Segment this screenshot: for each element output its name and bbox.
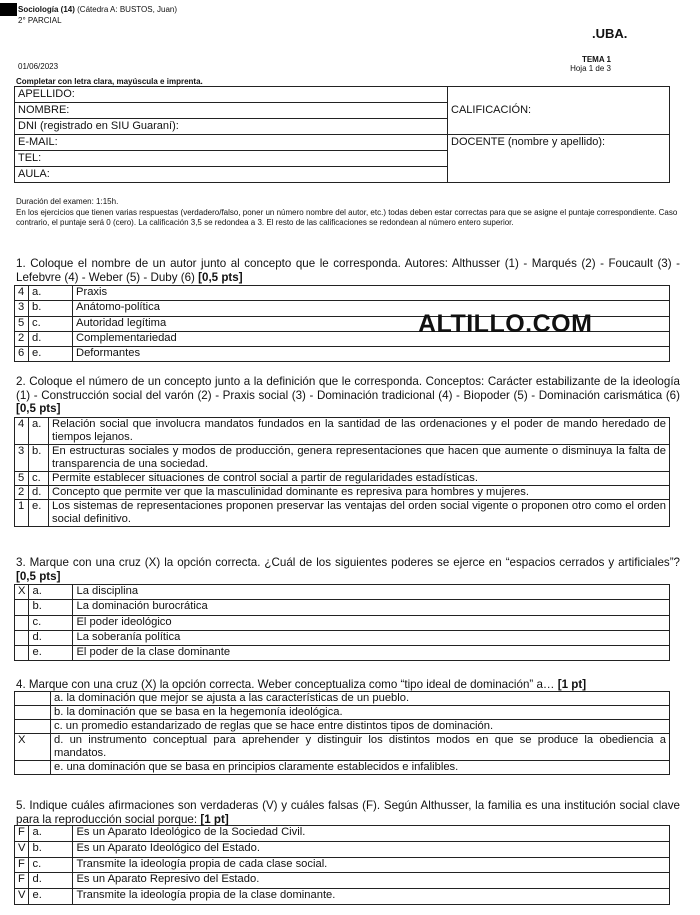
answer-cell[interactable]: 2 [15, 486, 29, 500]
option-letter: e. [29, 347, 73, 362]
answer-cell[interactable]: F [15, 857, 29, 873]
table-row [15, 826, 670, 842]
field-apellido[interactable]: APELLIDO: [15, 87, 448, 103]
answer-cell[interactable] [15, 615, 29, 630]
question-5 [16, 799, 680, 826]
table-row [15, 486, 670, 500]
table-row [15, 646, 670, 661]
watermark: ALTILLO.COM [418, 310, 593, 338]
student-info-table [14, 86, 670, 183]
q4-table [14, 691, 670, 775]
table-row [15, 472, 670, 486]
option-text: Es un Aparato Ideológico del Estado. [73, 841, 670, 857]
option-letter: b. [29, 841, 73, 857]
field-tel[interactable]: TEL: [15, 151, 448, 167]
answer-cell[interactable]: X [15, 734, 51, 761]
option-text: La dominación burocrática [73, 600, 670, 615]
answer-cell[interactable] [15, 630, 29, 645]
table-row [15, 585, 670, 600]
answer-cell[interactable] [15, 706, 51, 720]
option-text: Autoridad legítima [73, 316, 670, 331]
answer-cell[interactable] [15, 692, 51, 706]
option-text: Complementariedad [73, 331, 670, 346]
answer-cell[interactable] [15, 600, 29, 615]
table-row [15, 286, 670, 301]
option-letter: c. [29, 316, 73, 331]
option-text: Es un Aparato Ideológico de la Sociedad Civil. [73, 826, 670, 842]
option-text: El poder de la clase dominante [73, 646, 670, 661]
option-text: Transmite la ideología propia de cada clase social. [73, 857, 670, 873]
option-text: Permite establecer situaciones de control social a partir de regularidades estadísticas. [49, 472, 670, 486]
redaction-block [0, 3, 17, 16]
q3-table [14, 584, 670, 661]
question-3 [16, 556, 680, 583]
answer-cell[interactable]: V [15, 889, 29, 905]
option-text: El poder ideológico [73, 615, 670, 630]
option-letter: c. [29, 615, 73, 630]
points: [0,5 pts] [198, 270, 243, 284]
answer-cell[interactable]: F [15, 826, 29, 842]
answer-cell[interactable]: X [15, 585, 29, 600]
option-text: Transmite la ideología propia de la clase dominante. [73, 889, 670, 905]
q5-table [14, 825, 670, 905]
course-name: Sociología (14) [18, 5, 75, 14]
answer-cell[interactable]: V [15, 841, 29, 857]
option-text: b. la dominación que se basa en la hegemonía ideológica. [51, 706, 670, 720]
question-text: 2. Coloque el número de un concepto junto a la definición que le corresponda. Conceptos: Carácter estabilizante de la ideología (1) - Construcción social del varón (2) - Praxis social (3) - Dominación tradicional (4) - Biopoder (5) - Dominación carismática (6) [16, 375, 680, 402]
field-docente[interactable]: DOCENTE (nombre y apellido): [448, 135, 670, 183]
exam-date: 01/06/2023 [18, 62, 59, 71]
tema: TEMA 1 [581, 55, 611, 64]
option-text: Los sistemas de representaciones proponen preservar las ventajas del orden social vigente o proponen otro como el orden social definitivo. [49, 500, 670, 527]
question-2 [16, 375, 680, 416]
table-row [15, 347, 670, 362]
option-letter: e. [29, 889, 73, 905]
option-text: Anátomo-política [73, 301, 670, 316]
option-letter: d. [29, 873, 73, 889]
answer-cell[interactable]: 2 [15, 331, 29, 346]
question-1 [16, 257, 680, 284]
option-text: a. la dominación que mejor se ajusta a las características de un pueblo. [51, 692, 670, 706]
answer-cell[interactable]: 5 [15, 316, 29, 331]
answer-cell[interactable]: 3 [15, 301, 29, 316]
question-text: 5. Indique cuáles afirmaciones son verdaderas (V) y cuáles falsas (F). Según Althusser, la familia es una institución social clave para la reproducción social porque: [16, 799, 680, 826]
q2-table [14, 417, 670, 527]
field-calificacion[interactable]: CALIFICACIÓN: [448, 87, 670, 135]
answer-cell[interactable] [15, 646, 29, 661]
option-text: En estructuras sociales y modos de producción, genera representaciones que hacen que aumente o disminuya la falta de transparencia de una sociedad. [49, 445, 670, 472]
table-row [15, 841, 670, 857]
table-row [15, 630, 670, 645]
answer-cell[interactable]: F [15, 873, 29, 889]
table-row [15, 500, 670, 527]
answer-cell[interactable]: 3 [15, 445, 29, 472]
option-text: e. una dominación que se basa en principios claramente establecidos e infalibles. [51, 761, 670, 775]
option-letter: e. [29, 646, 73, 661]
uba-logo: .UBA. [592, 26, 628, 41]
option-text: d. un instrumento conceptual para aprehender y distinguir los distintos modos en que se produce la obediencia a mandatos. [51, 734, 670, 761]
option-letter: a. [29, 585, 73, 600]
option-letter: d. [29, 331, 73, 346]
option-text: Deformantes [73, 347, 670, 362]
table-row [15, 445, 670, 472]
option-letter: c. [29, 472, 49, 486]
answer-cell[interactable]: 4 [15, 418, 29, 445]
page-number: Hoja 1 de 3 [570, 64, 611, 73]
points: [1 pt] [200, 812, 229, 826]
option-letter: a. [29, 418, 49, 445]
question-text: 1. Coloque el nombre de un autor junto al concepto que le corresponda. Autores: Althusser (1) - Marqués (2) - Foucault (3) - Lefebvre (4) - Weber (5) - Duby (6) [16, 257, 680, 284]
option-letter: c. [29, 857, 73, 873]
option-text: La disciplina [73, 585, 670, 600]
field-dni[interactable]: DNI (registrado en SIU Guaraní): [15, 119, 448, 135]
option-text: Es un Aparato Represivo del Estado. [73, 873, 670, 889]
answer-cell[interactable]: 4 [15, 286, 29, 301]
answer-cell[interactable] [15, 761, 51, 775]
table-row [15, 600, 670, 615]
points: [0,5 pts] [16, 569, 61, 583]
table-row [15, 857, 670, 873]
option-letter: a. [29, 826, 73, 842]
answer-cell[interactable]: 1 [15, 500, 29, 527]
option-letter: e. [29, 500, 49, 527]
table-row [15, 706, 670, 720]
rules: En los ejercicios que tienen varias respuestas (verdadero/falso, poner un número nombre del autor, etc.) todas deben estar correctas para que se asigne el puntaje correspondiente. Caso contrario, el puntaje será 0 (cero). La calificación 3,5 se redondea a 3. El resto de las calificaciones se redondean al número entero superior. [16, 208, 678, 227]
option-text: Relación social que involucra mandatos fundados en la santidad de las ordenaciones y el poder de mando heredado de tiempos lejanos. [49, 418, 670, 445]
instruction: Completar con letra clara, mayúscula e imprenta. [16, 77, 203, 86]
course-line [18, 5, 177, 15]
table-row [15, 615, 670, 630]
answer-cell[interactable]: 5 [15, 472, 29, 486]
option-text: La soberanía política [73, 630, 670, 645]
answer-cell[interactable] [15, 720, 51, 734]
question-4 [16, 678, 680, 692]
field-email[interactable]: E-MAIL: [15, 135, 448, 151]
option-letter: b. [29, 445, 49, 472]
option-letter: d. [29, 486, 49, 500]
table-row [15, 720, 670, 734]
exam-title: 2° PARCIAL [18, 16, 62, 25]
points: [1 pt] [557, 678, 587, 691]
table-row [15, 889, 670, 905]
option-text: c. un promedio estandarizado de reglas que se hace entre distintos tipos de dominación. [51, 720, 670, 734]
duration: Duración del examen: 1:15h. [16, 197, 119, 206]
table-row [15, 418, 670, 445]
points: [0,5 pts] [16, 402, 61, 415]
table-row [15, 873, 670, 889]
option-letter: a. [29, 286, 73, 301]
question-text: 4. Marque con una cruz (X) la opción correcta. Weber conceptualiza como “tipo ideal de dominación” a… [16, 678, 555, 691]
option-text: Praxis [73, 286, 670, 301]
field-aula[interactable]: AULA: [15, 167, 448, 183]
chair: (Cátedra A: BUSTOS, Juan) [77, 5, 178, 14]
field-nombre[interactable]: NOMBRE: [15, 103, 448, 119]
option-text: Concepto que permite ver que la masculinidad dominante es represiva para hombres y mujeres. [49, 486, 670, 500]
table-row [15, 761, 670, 775]
table-row [15, 692, 670, 706]
question-text: 3. Marque con una cruz (X) la opción correcta. ¿Cuál de los siguientes poderes se ejerce en “espacios cerrados y artificiales”? [16, 556, 680, 569]
option-letter: b. [29, 301, 73, 316]
option-letter: b. [29, 600, 73, 615]
option-letter: d. [29, 630, 73, 645]
answer-cell[interactable]: 6 [15, 347, 29, 362]
table-row [15, 734, 670, 761]
